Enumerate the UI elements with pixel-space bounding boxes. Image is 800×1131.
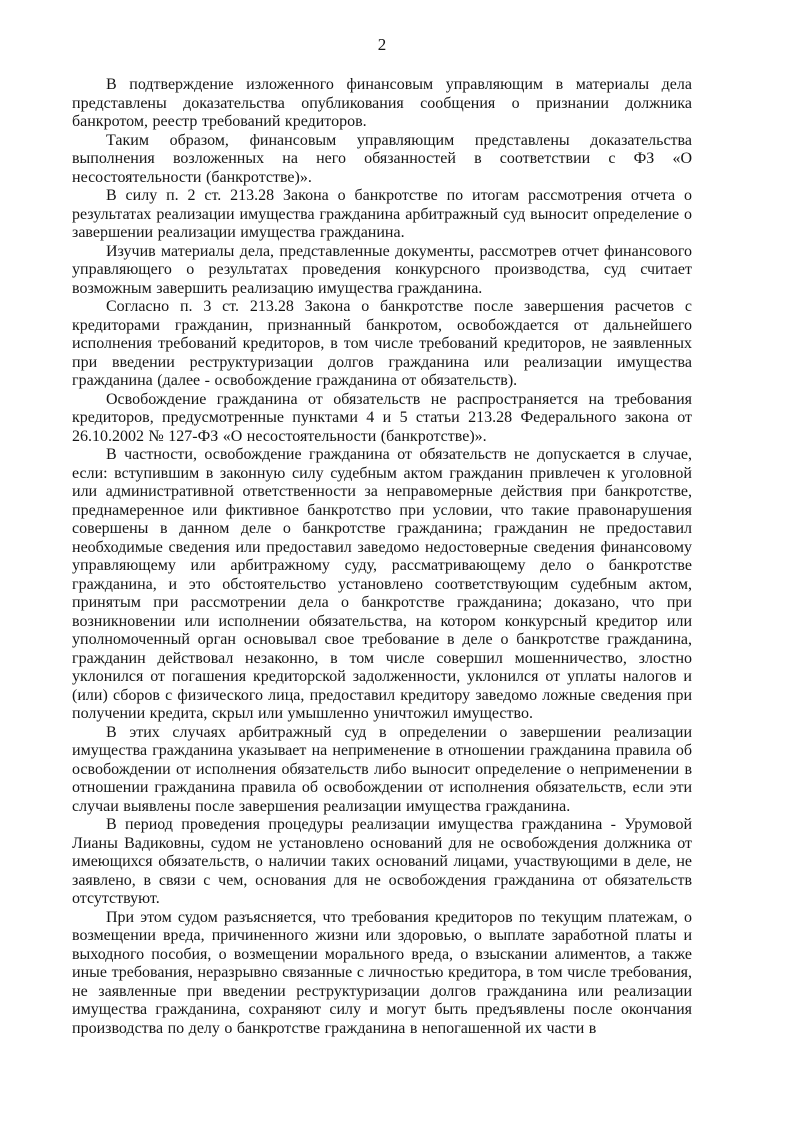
document-body	[72, 76, 692, 1038]
document-page	[72, 36, 692, 1038]
page-number: 2	[377, 35, 387, 54]
paragraph: В силу п. 2 ст. 213.28 Закона о банкротстве по итогам рассмотрения отчета о результатах реализации имущества гражданина арбитражный суд выносит определение о завершении реализации имущества гражданина.	[72, 187, 692, 241]
paragraph: При этом судом разъясняется, что требования кредиторов по текущим платежам, о возмещении вреда, причиненного жизни или здоровью, о выплате заработной платы и выходного пособия, о возмещении морального вреда, о взыскании алиментов, а также иные требования, неразрывно связанные с личностью кредитора, в том числе требования, не заявленные при введении реструктуризации долгов гражданина или реализации имущества гражданина, сохраняют силу и могут быть предъявлены после окончания производства по делу о банкротстве гражданина в непогашенной их части в	[72, 908, 692, 1037]
paragraph: Таким образом, финансовым управляющим представлены доказательства выполнения возложенных на него обязанностей в соответствии с ФЗ «О несостоятельности (банкротстве)».	[72, 131, 692, 186]
paragraph: Изучив материалы дела, представленные документы, рассмотрев отчет финансового управляющего о результатах проведения конкурсного производства, суд считает возможным завершить реализацию имущества гражданина.	[72, 242, 692, 297]
paragraph: В частности, освобождение гражданина от обязательств не допускается в случае, если: вступившим в законную силу судебным актом гражданин привлечен к уголовной или административной ответственности за неправомерные действия при банкротстве, преднамеренное или фиктивное банкротство при условии, что такие правонарушения совершены в данном деле о банкротстве гражданина; гражданин не предоставил необходимые сведения или предоставил заведомо недостоверные сведения финансовому управляющему или арбитражному суду, рассматривающему дело о банкротстве гражданина, и это обстоятельство установлено соответствующим судебным актом, принятым при рассмотрении дела о банкротстве гражданина; доказано, что при возникновении или исполнении обязательства, на котором конкурсный кредитор или уполномоченный орган основывал свое требование в деле о банкротстве гражданина, гражданин действовал незаконно, в том числе совершил мошенничество, злостно уклонился от погашения кредиторской задолженности, уклонился от уплаты налогов и (или) сборов с физического лица, предоставил кредитору заведомо ложные сведения при получении кредита, скрыл или умышленно уничтожил имущество.	[72, 446, 692, 722]
paragraph: Освобождение гражданина от обязательств не распространяется на требования кредиторов, предусмотренные пунктами 4 и 5 статьи 213.28 Федерального закона от 26.10.2002 № 127-ФЗ «О несостоятельности (банкротстве)».	[72, 390, 692, 445]
paragraph: В период проведения процедуры реализации имущества гражданина - Урумовой Лианы Вадиковны, судом не установлено оснований для не освобождения должника от имеющихся обязательств, о наличии таких оснований лицами, участвующими в деле, не заявлено, в связи с чем, основания для не освобождения гражданина от обязательств отсутствуют.	[72, 816, 692, 907]
paragraph: Согласно п. 3 ст. 213.28 Закона о банкротстве после завершения расчетов с кредиторами гражданин, признанный банкротом, освобождается от дальнейшего исполнения требований кредиторов, в том числе требований кредиторов, не заявленных при введении реструктуризации долгов гражданина или реализации имущества гражданина (далее - освобождение гражданина от обязательств).	[72, 298, 692, 389]
paragraph: В этих случаях арбитражный суд в определении о завершении реализации имущества гражданина указывает на неприменение в отношении гражданина правила об освобождении от исполнения обязательств либо выносит определение о неприменении в отношении гражданина правила об освобождении от исполнения обязательств, если эти случаи выявлены после завершения реализации имущества гражданина.	[72, 723, 692, 815]
paragraph: В подтверждение изложенного финансовым управляющим в материалы дела представлены доказательства опубликования сообщения о признании должника банкротом, реестр требований кредиторов.	[72, 76, 692, 130]
